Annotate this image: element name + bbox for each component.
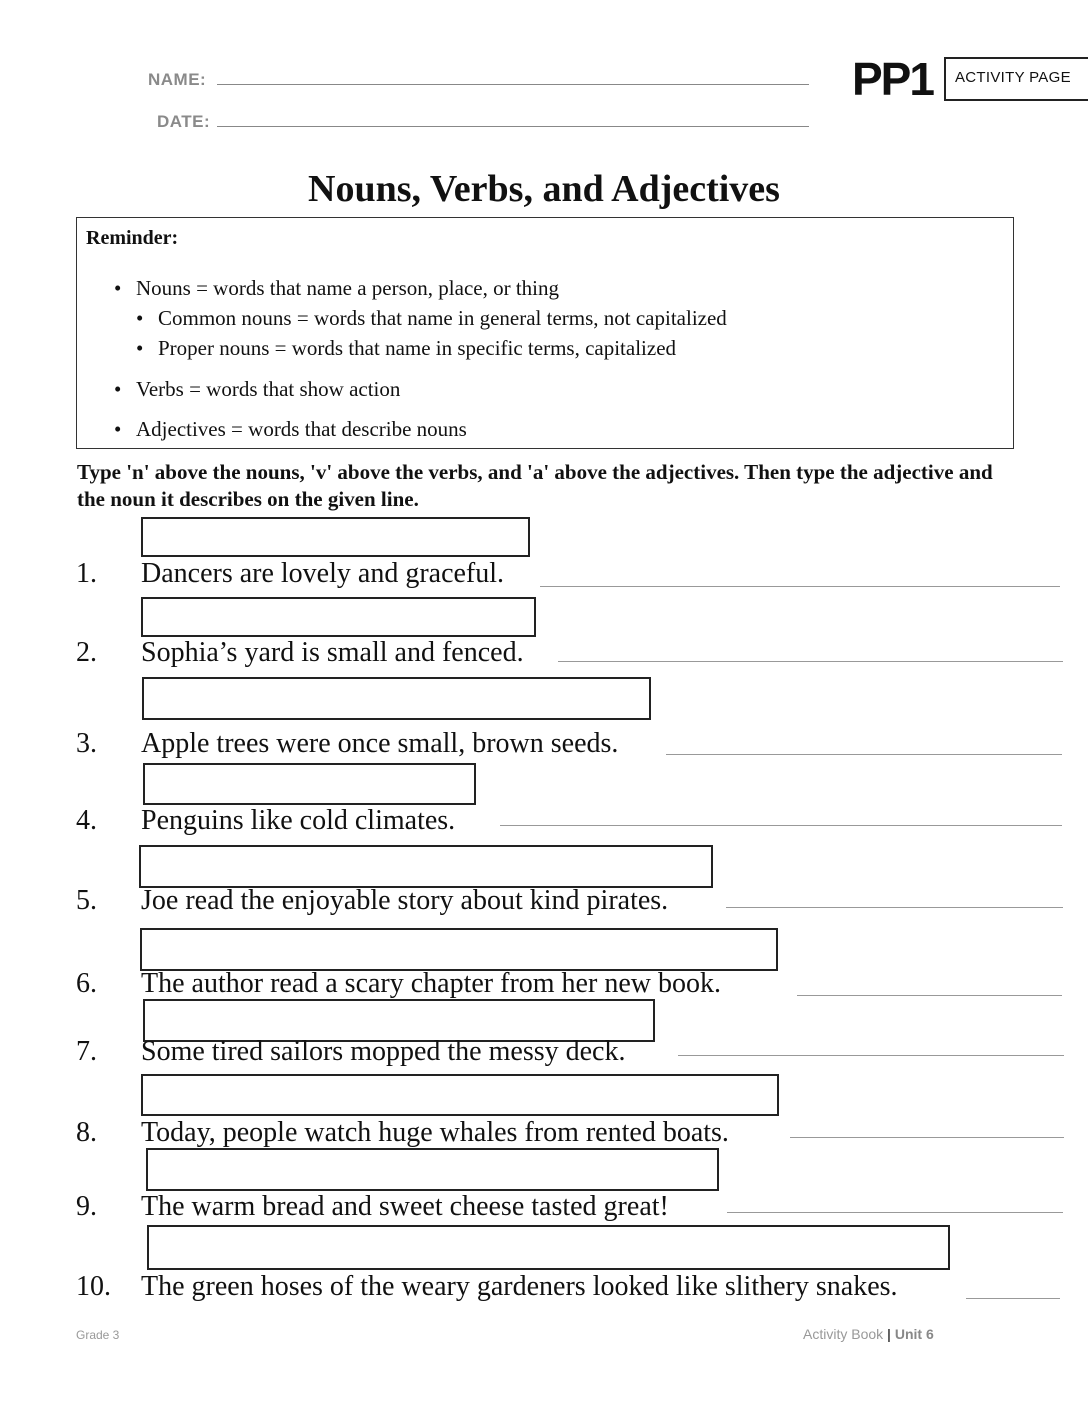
annotation-box-3[interactable] <box>142 677 651 720</box>
bullet-nouns-text: Nouns = words that name a person, place, or thing <box>136 276 559 300</box>
bullet-proper-nouns: • Proper nouns = words that name in specific terms, capitalized <box>136 336 677 360</box>
reminder-heading: Reminder: <box>86 227 179 249</box>
answer-line-10[interactable] <box>966 1298 1060 1299</box>
item-sentence-4: Penguins like cold climates. <box>141 805 456 836</box>
activity-page-label: ACTIVITY PAGE <box>955 69 1071 86</box>
item-number-9: 9. <box>76 1191 97 1222</box>
bullet-verbs-text: Verbs = words that show action <box>136 377 401 401</box>
annotation-box-2[interactable] <box>141 597 536 637</box>
bullet-adjectives: • Adjectives = words that describe nouns <box>114 417 467 441</box>
annotation-box-8[interactable] <box>141 1074 779 1116</box>
answer-line-8[interactable] <box>790 1137 1064 1138</box>
bullet-verbs: • Verbs = words that show action <box>114 377 401 401</box>
footer-book: Activity Book <box>803 1326 884 1342</box>
answer-line-2[interactable] <box>558 661 1063 662</box>
annotation-box-4[interactable] <box>143 763 476 805</box>
activity-page-box <box>944 57 1088 101</box>
footer-separator: | <box>887 1326 891 1342</box>
annotation-box-9[interactable] <box>146 1148 719 1191</box>
page-title: Nouns, Verbs, and Adjectives <box>308 168 780 210</box>
item-sentence-6: The author read a scary chapter from her new book. <box>141 968 721 999</box>
bullet-proper-text: Proper nouns = words that name in specific terms, capitalized <box>158 336 677 360</box>
footer-grade: Grade 3 <box>76 1328 120 1342</box>
annotation-box-1[interactable] <box>141 517 530 557</box>
answer-line-5[interactable] <box>726 907 1063 908</box>
annotation-box-10[interactable] <box>147 1225 950 1270</box>
bullet-common-text: Common nouns = words that name in general terms, not capitalized <box>158 306 727 330</box>
answer-line-7[interactable] <box>678 1055 1064 1056</box>
annotation-box-5[interactable] <box>139 845 713 888</box>
item-number-3: 3. <box>76 728 97 759</box>
answer-line-9[interactable] <box>727 1212 1063 1213</box>
item-number-4: 4. <box>76 805 97 836</box>
name-label: NAME: <box>148 70 207 89</box>
item-sentence-2: Sophia’s yard is small and fenced. <box>141 637 524 668</box>
date-label: DATE: <box>157 112 211 131</box>
bullet-common-nouns: • Common nouns = words that name in general terms, not capitalized <box>136 306 727 330</box>
footer-unit: Unit 6 <box>894 1326 934 1342</box>
instructions: Type 'n' above the nouns, 'v' above the verbs, and 'a' above the adjectives. Then type the adjective and the noun it describes on the given line. <box>77 460 993 511</box>
item-number-1: 1. <box>76 558 97 589</box>
item-number-8: 8. <box>76 1117 97 1148</box>
page-code: PP1 <box>852 53 933 105</box>
item-sentence-8: Today, people watch huge whales from rented boats. <box>141 1117 729 1148</box>
annotation-box-6[interactable] <box>140 928 778 971</box>
item-sentence-10: The green hoses of the weary gardeners looked like slithery snakes. <box>141 1271 898 1302</box>
answer-line-1[interactable] <box>540 586 1060 587</box>
item-number-10: 10. <box>76 1271 111 1302</box>
answer-line-3[interactable] <box>666 754 1062 755</box>
answer-line-6[interactable] <box>797 995 1062 996</box>
reminder-box <box>76 217 1014 449</box>
date-line[interactable] <box>217 126 809 127</box>
item-sentence-3: Apple trees were once small, brown seeds. <box>141 728 619 759</box>
item-sentence-7: Some tired sailors mopped the messy deck. <box>141 1036 626 1067</box>
footer-book-unit <box>803 1326 934 1342</box>
item-number-2: 2. <box>76 637 97 668</box>
item-sentence-1: Dancers are lovely and graceful. <box>141 558 505 589</box>
item-sentence-5: Joe read the enjoyable story about kind pirates. <box>141 885 669 916</box>
item-number-6: 6. <box>76 968 97 999</box>
answer-line-4[interactable] <box>500 825 1062 826</box>
name-line[interactable] <box>217 84 809 85</box>
bullet-nouns: • Nouns = words that name a person, place, or thing <box>114 276 559 300</box>
item-sentence-9: The warm bread and sweet cheese tasted great! <box>141 1191 669 1222</box>
item-number-7: 7. <box>76 1036 97 1067</box>
bullet-adjectives-text: Adjectives = words that describe nouns <box>136 417 467 441</box>
item-number-5: 5. <box>76 885 97 916</box>
